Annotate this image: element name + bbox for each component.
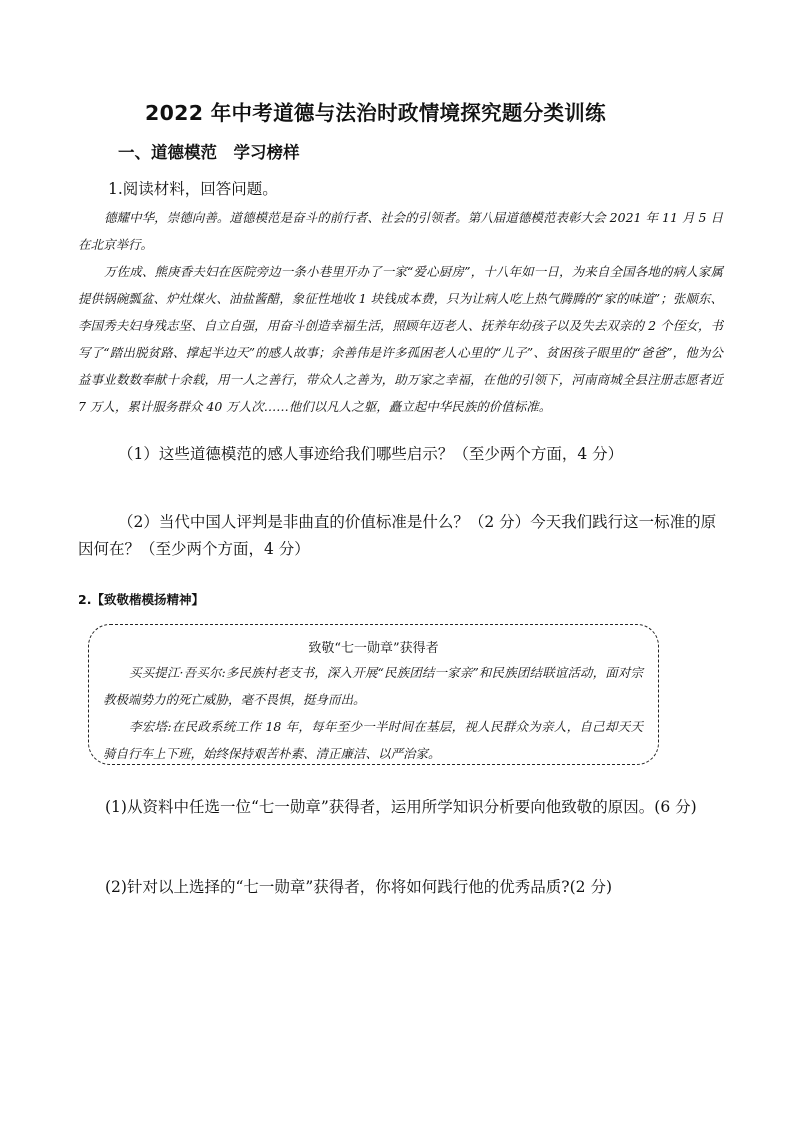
box-paragraph-2: 李宏塔:在民政系统工作 18 年，每年至少一半时间在基层，视人民群众为亲人，自己却天天骑自行车上下班，始终保持艰苦朴素、清正廉洁、以严治家。 [103,719,643,761]
question-1-sub-2: （2）当代中国人评判是非曲直的价值标准是什么？（2 分）今天我们践行这一标准的原因何在？（至少两个方面，4 分） [78,513,717,558]
question-2-sub-2: (2)针对以上选择的“七一勋章”获得者，你将如何践行他的优秀品质?(2 分) [105,878,612,896]
box-paragraph-1: 买买提江·吾买尔:多民族村老支书，深入开展“民族团结一家亲”和民族团结联谊活动，面对宗教极端势力的死亡威胁，毫不畏惧，挺身而出。 [103,665,643,707]
question-2-sub-1: (1)从资料中任选一位“七一勋章”获得者，运用所学知识分析要向他致敬的原因。(6 分) [105,798,697,816]
material-paragraph-2: 万佐成、熊庚香夫妇在医院旁边一条小巷里开办了一家“爱心厨房”，十八年如一日，为来自全国各地的病人家属提供锅碗瓢盆、炉灶煤火、油盐酱醋，象征性地收 1 块钱成本费，只为让病人吃上热气腾腾的“家的味道”；张顺东、李国秀夫妇身残志坚、自立自强，用奋斗创造幸福生活，照顾年迈老人、抚养年幼孩子以及失去双亲的 2 个侄女，书写了“踏出脱贫路、撑起半边天”的感人故事；余善伟是许多孤困老人心里的“儿子”、贫困孩子眼里的“爸爸”，他为公益事业数数奉献十余载，用一人之善行，带众人之善为，助万家之幸福，在他的引领下，河南商城全县注册志愿者近 7 万人，累计服务群众 40 万人次……他们以凡人之躯，矗立起中华民族的价值标准。 [78,264,723,414]
page-title: 2022 年中考道德与法治时政情境探究题分类训练 [145,101,606,125]
section-heading: 一、道德模范 学习榜样 [118,143,300,162]
box-title: 致敬“七一勋章”获得者 [308,641,439,656]
question-1-sub-1: （1）这些道德模范的感人事迹给我们哪些启示？（至少两个方面，4 分） [118,445,624,463]
question-2-heading: 2.【致敬楷模扬精神】 [78,592,204,607]
material-box [88,624,659,765]
material-paragraph-1: 德耀中华，崇德向善。道德模范是奋斗的前行者、社会的引领者。第八届道德模范表彰大会 2021 年 11 月 5 日在北京举行。 [78,210,723,252]
question-1-prompt: 1.阅读材料，回答问题。 [108,180,278,198]
